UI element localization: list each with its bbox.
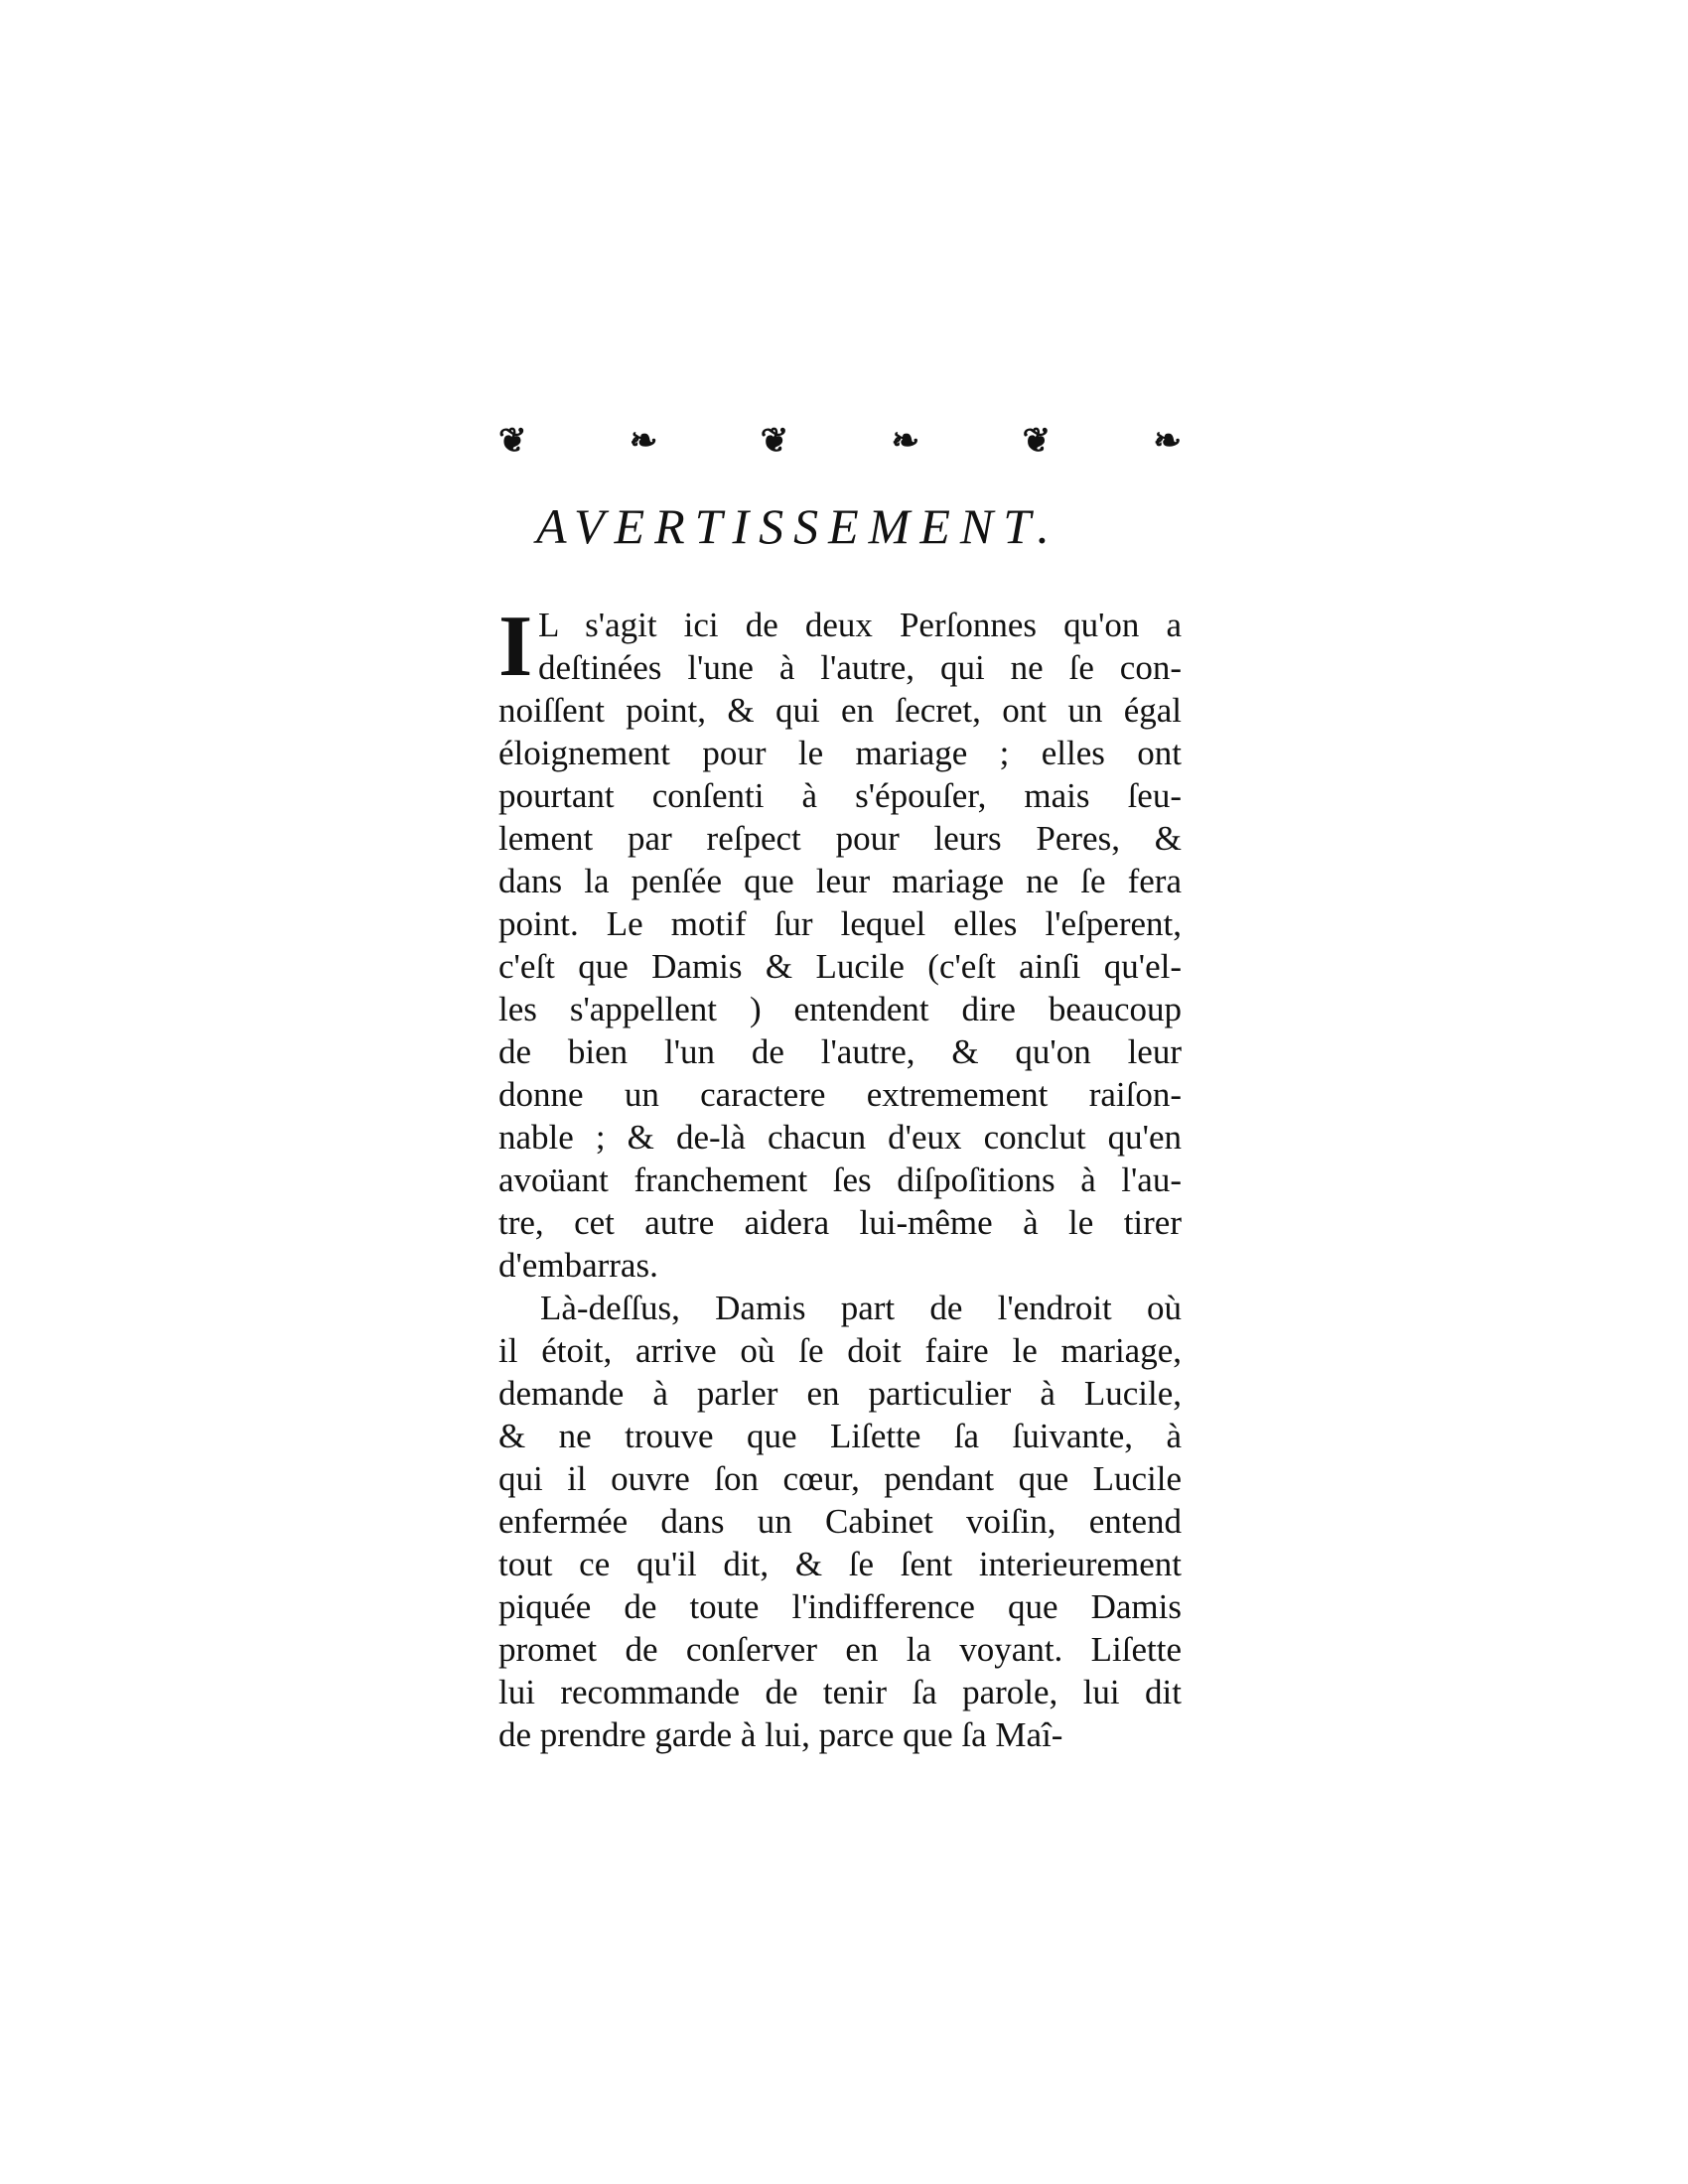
text-line: tre, cet autre aidera lui-même à le tirer (498, 1203, 1182, 1242)
text-line: donne un caractere extremement raiſon- (498, 1075, 1182, 1114)
text-line: nable ; & de-là chacun d'eux conclut qu'en (498, 1118, 1182, 1157)
text-line: de bien l'un de l'autre, & qu'on leur (498, 1032, 1182, 1071)
text-line: piquée de toute l'indifference que Damis (498, 1587, 1182, 1626)
text-line: deſtinées l'une à l'autre, qui ne ſe con- (538, 648, 1182, 687)
page-title: AVERTISSEMENT. (536, 498, 1059, 554)
fleuron-icon: ❧ (891, 421, 918, 461)
text-line: pourtant conſenti à s'épouſer, mais ſeu- (498, 776, 1182, 815)
text-line: tout ce qu'il dit, & ſe ſent interieurement (498, 1545, 1182, 1583)
text-line: point. Le motif ſur lequel elles l'eſperent, (498, 904, 1182, 943)
text-line: de prendre garde à lui, parce que ſa Maî- (498, 1715, 1063, 1754)
fleuron-icon: ❧ (629, 421, 656, 461)
text-line: L s'agit ici de deux Perſonnes qu'on a (538, 606, 1182, 644)
text-line: enfermée dans un Cabinet voiſin, entend (498, 1502, 1182, 1541)
text-line: qui il ouvre ſon cœur, pendant que Lucile (498, 1459, 1182, 1498)
text-line: d'embarras. (498, 1246, 658, 1285)
text-line: noiſſent point, & qui en ſecret, ont un égal (498, 691, 1182, 730)
body-text (498, 599, 1182, 1756)
text-line: avoüant franchement ſes diſpoſitions à l'au- (498, 1160, 1182, 1199)
text-line: demande à parler en particulier à Lucile, (498, 1374, 1182, 1413)
text-line: lui recommande de tenir ſa parole, lui dit (498, 1673, 1182, 1711)
text-line: Là-deſſus, Damis part de l'endroit où (540, 1289, 1182, 1327)
fleuron-icon: ❦ (498, 421, 525, 461)
text-line: promet de conſerver en la voyant. Liſette (498, 1630, 1182, 1669)
text-line: lement par reſpect pour leurs Peres, & (498, 819, 1182, 858)
text-line: c'eſt que Damis & Lucile (c'eſt ainſi qu'el- (498, 947, 1182, 986)
text-line: les s'appellent ) entendent dire beaucoup (498, 990, 1182, 1028)
fleuron-icon: ❦ (1022, 421, 1050, 461)
fleuron-icon: ❦ (760, 421, 787, 461)
text-line: il étoit, arrive où ſe doit faire le mariage, (498, 1331, 1182, 1370)
text-line: dans la penſée que leur mariage ne ſe fera (498, 862, 1182, 900)
ornament-band (498, 417, 1180, 465)
fleuron-icon: ❧ (1153, 421, 1180, 461)
text-line: & ne trouve que Liſette ſa ſuivante, à (498, 1417, 1182, 1455)
text-line: éloignement pour le mariage ; elles ont (498, 734, 1182, 772)
drop-cap: I (498, 599, 533, 695)
